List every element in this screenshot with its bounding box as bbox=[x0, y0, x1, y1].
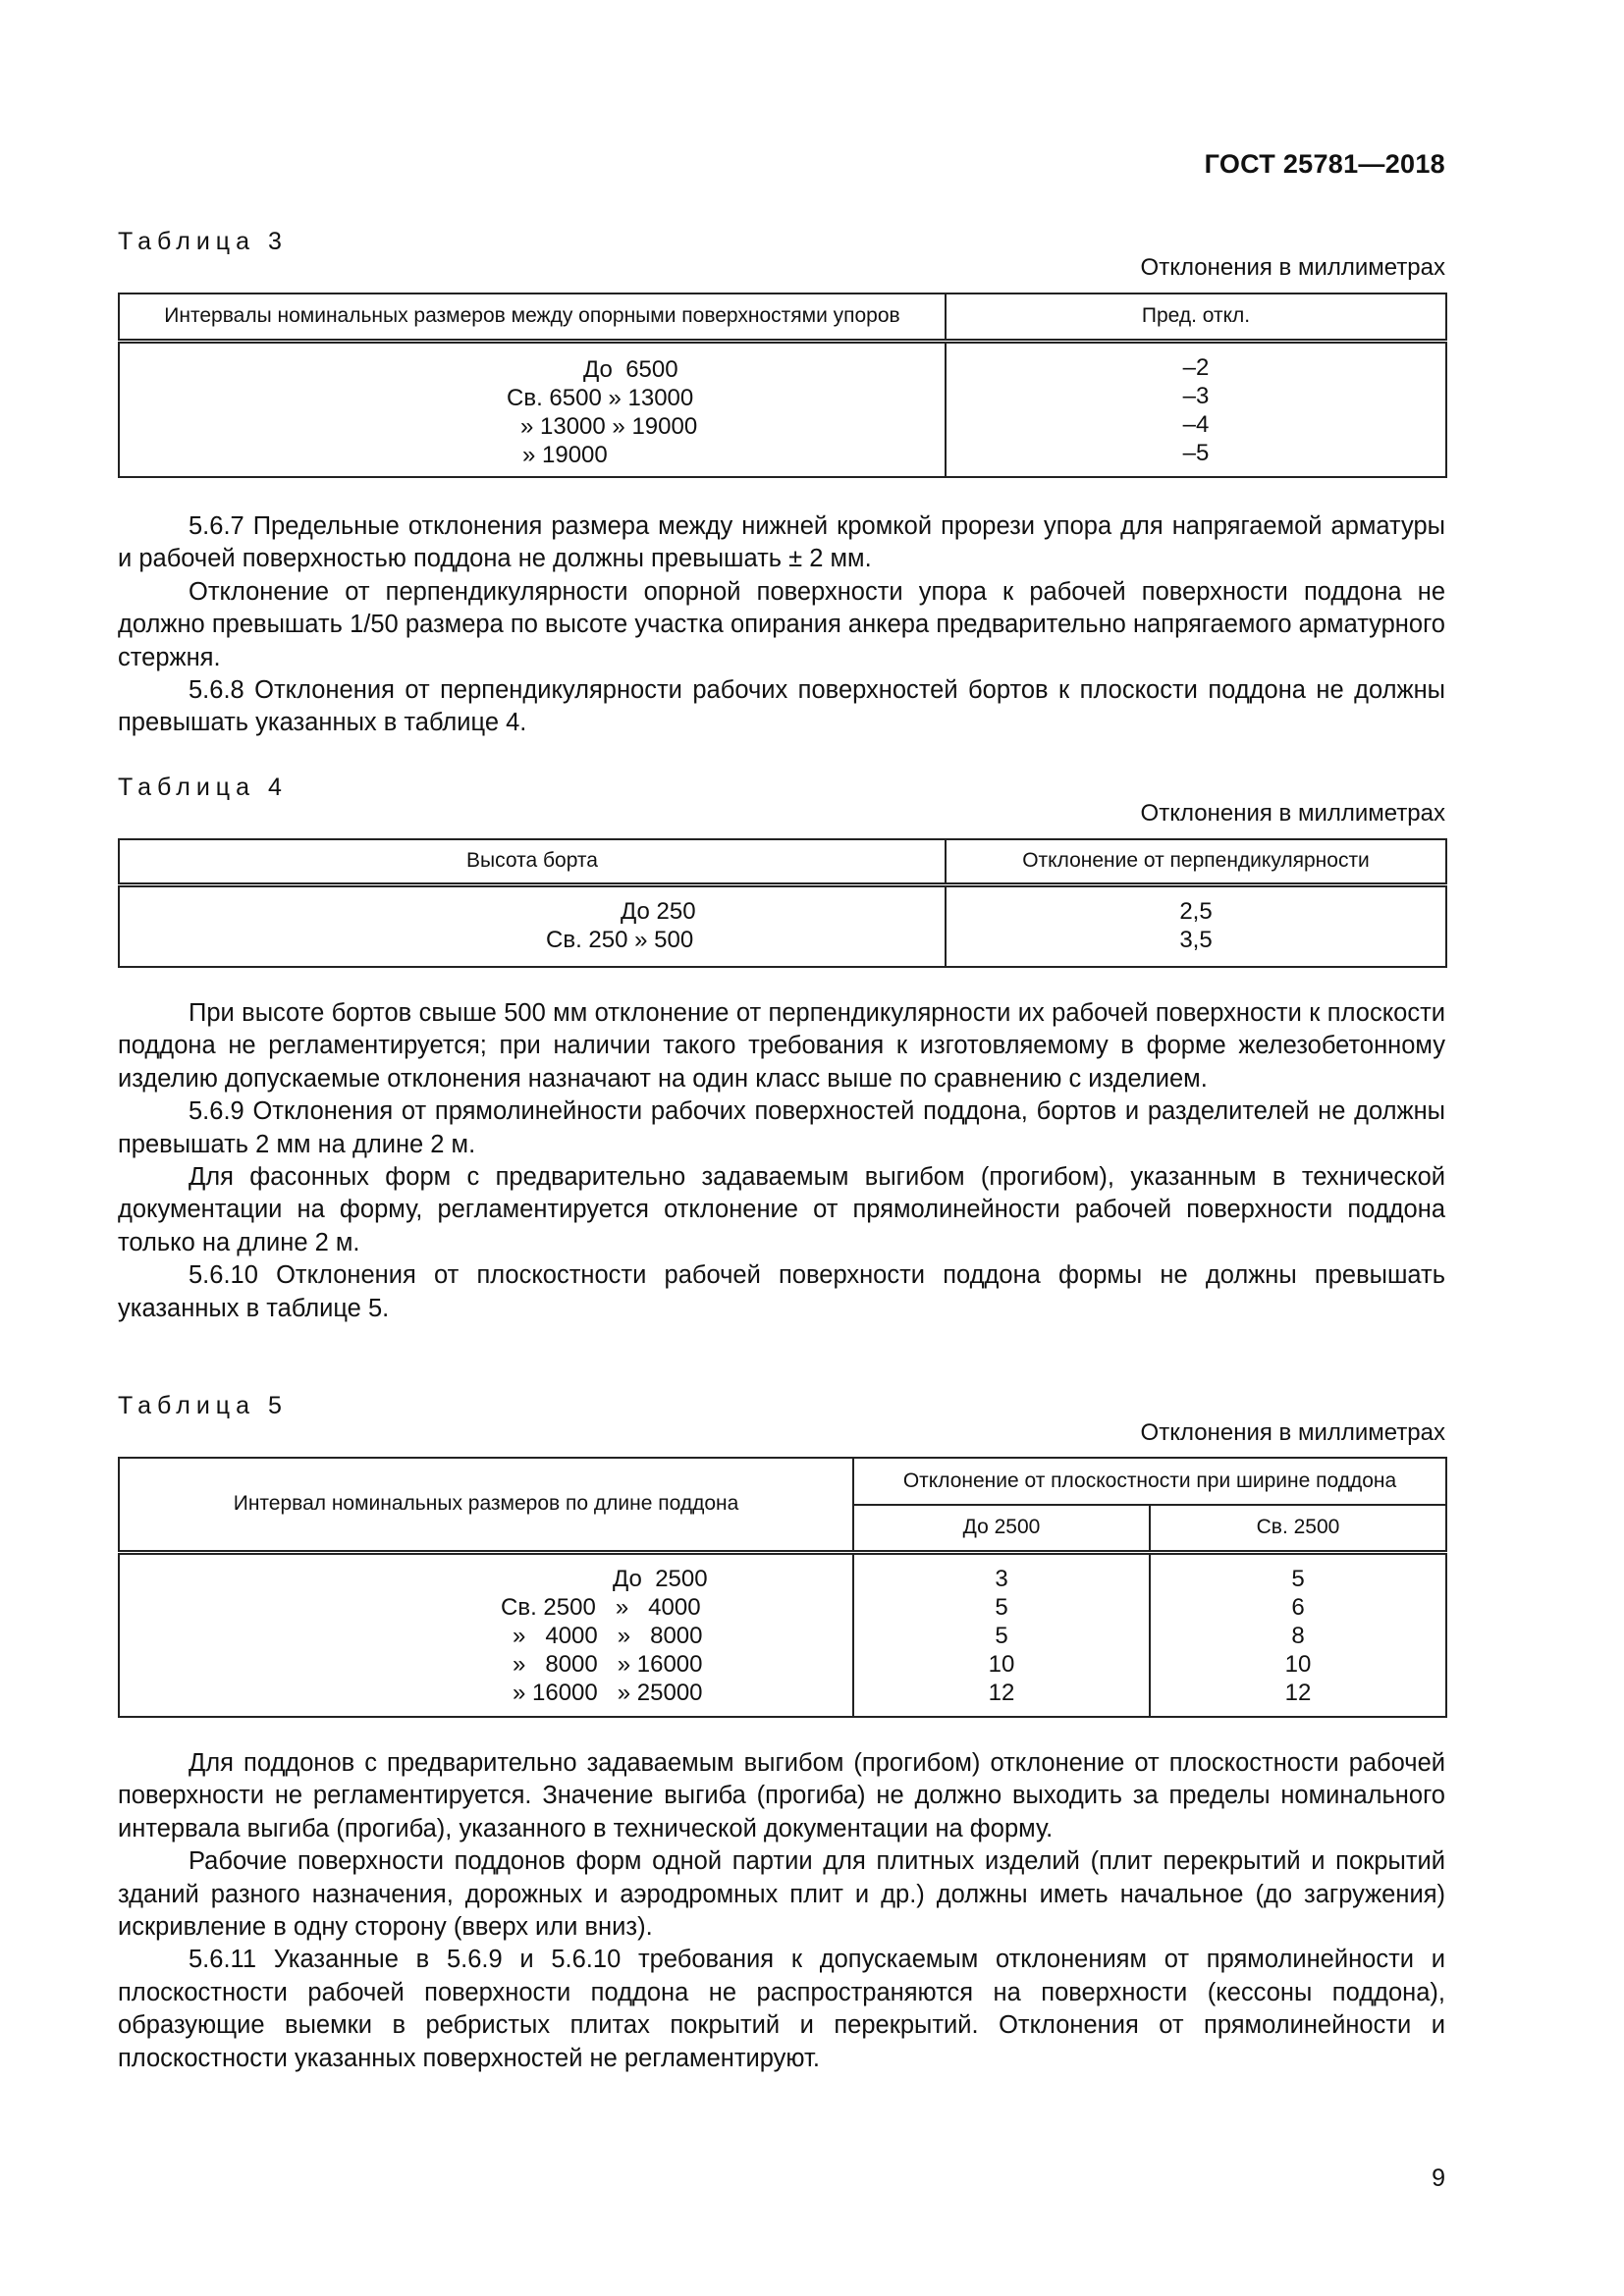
table3-interval: Св. 6500 » 13000 bbox=[507, 384, 694, 411]
table5-interval: » 16000 » 25000 bbox=[513, 1679, 703, 1706]
table5-header-interval: Интервал номинальных размеров по длине поддона bbox=[119, 1458, 853, 1552]
table4-units: Отклонения в миллиметрах bbox=[1140, 800, 1445, 827]
table5-col2-value: 8 bbox=[1291, 1622, 1305, 1649]
paragraph: 5.6.10 Отклонения от плоскостности рабочей поверхности поддона формы не должны превышать указанных в таблице 5. bbox=[118, 1261, 1445, 1322]
paragraph: Рабочие поверхности поддонов форм одной партии для плитных изделий (плит перекрытий и покрытий зданий разного назначения, дорожных и аэродромных плит и др.) должны иметь начальное (до загружения) искривление в одну сторону (вверх или вниз). bbox=[118, 1847, 1445, 1942]
paragraph: Для фасонных форм с предварительно задаваемым выгибом (прогибом), указанным в технической документации на форму, регламентируется отклонение от прямолинейности рабочей поверхности поддона только на длине 2 м. bbox=[118, 1163, 1445, 1256]
section-text-c bbox=[118, 1747, 1445, 2075]
table5-col1-value: 10 bbox=[988, 1650, 1015, 1678]
table5-header-col2: Св. 2500 bbox=[1150, 1505, 1446, 1552]
table5-header-col1: До 2500 bbox=[853, 1505, 1150, 1552]
table5-interval: До 2500 bbox=[613, 1565, 708, 1592]
paragraph: Для поддонов с предварительно задаваемым выгибом (прогибом) отклонение от плоскостности рабочей поверхности не регламентируется. Значение выгиба (прогиба) не должно выходить за пределы номинального интервала выгиба (прогиба), указанного в технической документации на форму. bbox=[118, 1749, 1445, 1842]
paragraph: При высоте бортов свыше 500 мм отклонение от перпендикулярности их рабочей поверхности к плоскости поддона не регламентируется; при наличии такого требования к изготовляемому в форме железобетонному изделию допускаемые отклонения назначают на один класс выше по сравнению с изделием. bbox=[118, 999, 1445, 1093]
table3-deviation: –4 bbox=[1182, 410, 1210, 438]
section-text-b bbox=[118, 997, 1445, 1325]
paragraph: 5.6.9 Отклонения от прямолинейности рабочих поверхностей поддона, бортов и разделителей не должны превышать 2 мм на длине 2 м. bbox=[118, 1097, 1445, 1158]
table3-deviation: –3 bbox=[1182, 382, 1210, 409]
table4-caption: Таблица 4 bbox=[118, 774, 288, 801]
table5-units: Отклонения в миллиметрах bbox=[1140, 1419, 1445, 1446]
paragraph: 5.6.7 Предельные отклонения размера между нижней кромкой прорези упора для напрягаемой арматуры и рабочей поверхностью поддона не должны превышать ± 2 мм. bbox=[118, 512, 1445, 573]
table5 bbox=[118, 1457, 1447, 1718]
table5-col2-value: 5 bbox=[1291, 1565, 1305, 1592]
table5-col1-value: 5 bbox=[995, 1622, 1008, 1649]
table4-height: До 250 bbox=[621, 897, 696, 925]
table5-col1-value: 3 bbox=[995, 1565, 1008, 1592]
table3-interval: До 6500 bbox=[583, 355, 678, 383]
table5-col2-value: 6 bbox=[1291, 1593, 1305, 1621]
table5-interval: Св. 2500 » 4000 bbox=[501, 1593, 701, 1621]
table4 bbox=[118, 838, 1447, 968]
table3-header-deviation: Пред. откл. bbox=[946, 294, 1446, 341]
table5-header-group: Отклонение от плоскостности при ширине поддона bbox=[853, 1458, 1446, 1505]
table3 bbox=[118, 293, 1447, 478]
standard-code-header: ГОСТ 25781—2018 bbox=[1204, 149, 1445, 179]
table5-caption: Таблица 5 bbox=[118, 1392, 288, 1419]
table5-col2-value: 10 bbox=[1284, 1650, 1312, 1678]
table4-header-height: Высота борта bbox=[119, 839, 946, 884]
page-number: 9 bbox=[1432, 2164, 1445, 2192]
table4-header-deviation: Отклонение от перпендикулярности bbox=[946, 839, 1446, 884]
table4-deviation: 2,5 bbox=[1179, 897, 1213, 925]
paragraph: 5.6.8 Отклонения от перпендикулярности рабочих поверхностей бортов к плоскости поддона не должны превышать указанных в таблице 4. bbox=[118, 676, 1445, 737]
table3-caption: Таблица 3 bbox=[118, 228, 288, 255]
table3-units: Отклонения в миллиметрах bbox=[1140, 254, 1445, 281]
table3-deviation: –5 bbox=[1182, 439, 1210, 466]
table4-height: Св. 250 » 500 bbox=[546, 926, 694, 953]
table5-col2-value: 12 bbox=[1284, 1679, 1312, 1706]
paragraph: 5.6.11 Указанные в 5.6.9 и 5.6.10 требования к допускаемым отклонениям от прямолинейности и плоскостности рабочей поверхности поддона не распространяются на поверхности (кессоны поддона), образующие выемки в ребристых плитах покрытий и перекрытий. Отклонения от прямолинейности и плоскостности указанных поверхностей не регламентируют. bbox=[118, 1946, 1445, 2072]
section-text-a bbox=[118, 510, 1445, 740]
table3-deviation: –2 bbox=[1182, 353, 1210, 381]
table5-col1-value: 5 bbox=[995, 1593, 1008, 1621]
table4-deviation: 3,5 bbox=[1179, 926, 1213, 953]
paragraph: Отклонение от перпендикулярности опорной поверхности упора к рабочей поверхности поддона не должно превышать 1/50 размера по высоте участка опирания анкера предварительно напрягаемого арматурного стержня. bbox=[118, 577, 1445, 671]
table3-interval: » 13000 » 19000 bbox=[520, 412, 698, 440]
table5-interval: » 4000 » 8000 bbox=[513, 1622, 703, 1649]
table3-interval: » 19000 bbox=[522, 441, 608, 468]
table5-col1-value: 12 bbox=[988, 1679, 1015, 1706]
table5-interval: » 8000 » 16000 bbox=[513, 1650, 703, 1678]
table3-header-interval: Интервалы номинальных размеров между опорными поверхностями упоров bbox=[119, 294, 946, 341]
